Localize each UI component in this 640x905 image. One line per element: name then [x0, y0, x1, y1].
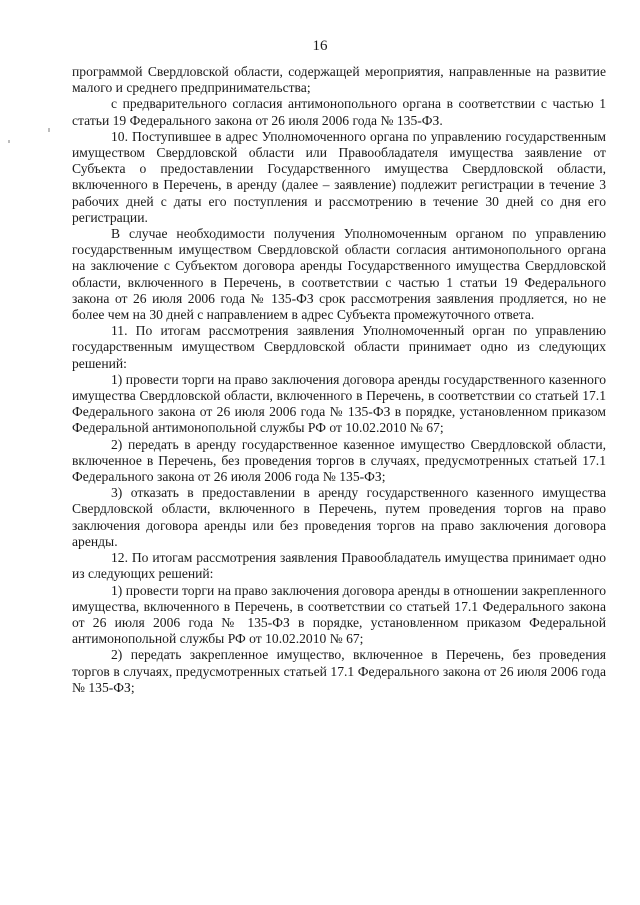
- paragraph-antimonopoly-approval: В случае необходимости получения Уполномоченным органом по управлению государственным имуществом Свердловской области согласия антимонопольного органа на заключение с Субъектом договора аренды Государственного имущества Свердловской области, включенного в Перечень, в соответствии с частью 1 статьи 19 Федерального закона от 26 июля 2006 года № 135-ФЗ срок рассмотрения заявления продляется, но не более чем на 30 дней с направлением в адрес Субъекта промежуточного ответа.: [72, 226, 606, 323]
- paragraph-prior-approval: с предварительного согласия антимонопольного органа в соответствии с частью 1 статьи 19 Федерального закона от 26 июля 2006 года № 135-ФЗ.: [72, 96, 606, 128]
- scan-margin-mark: [8, 140, 10, 143]
- paragraph-12-item-2: 2) передать закрепленное имущество, включенное в Перечень, без проведения торгов в случаях, предусмотренных статьей 17.1 Федерального закона от 26 июля 2006 года № 135-ФЗ;: [72, 647, 606, 695]
- paragraph-11-item-3: 3) отказать в предоставлении в аренду государственного казенного имущества Свердловской области, включенного в Перечень, путем проведения торгов на право заключения договора аренды или без проведения торгов на право заключения договора аренды.: [72, 485, 606, 549]
- scan-margin-mark: [48, 128, 50, 132]
- document-body: [72, 64, 606, 696]
- paragraph-12-item-1: 1) провести торги на право заключения договора аренды в отношении закрепленного имущества, включенного в Перечень, в соответствии со статьей 17.1 Федерального закона от 26 июля 2006 года № 135-ФЗ в порядке, установленном приказом Федеральной антимонопольной службы РФ от 10.02.2010 № 67;: [72, 582, 606, 647]
- paragraph-continuation: программой Свердловской области, содержащей мероприятия, направленные на развитие малого и среднего предпринимательства;: [72, 64, 606, 96]
- paragraph-11: 11. По итогам рассмотрения заявления Уполномоченный орган по управлению государственным имуществом Свердловской области принимает одно из следующих решений:: [72, 323, 606, 371]
- paragraph-10: 10. Поступившее в адрес Уполномоченного органа по управлению государственным имуществом Свердловской области или Правообладателя имущества заявление от Субъекта о предоставлении Государственного имущества Свердловской области, включенного в Перечень, в аренду (далее – заявление) подлежит регистрации в течение 3 рабочих дней с даты его поступления и рассмотрению в течение 30 дней со дня его регистрации.: [72, 128, 606, 225]
- paragraph-12: 12. По итогам рассмотрения заявления Правообладатель имущества принимает одно из следующих решений:: [72, 550, 606, 582]
- paragraph-11-item-2: 2) передать в аренду государственное казенное имущество Свердловской области, включенное в Перечень, без проведения торгов в случаях, предусмотренных статьей 17.1 Федерального закона от 26 июля 2006 года № 135-ФЗ;: [72, 436, 606, 485]
- page-number: 16: [312, 38, 328, 54]
- paragraph-11-item-1: 1) провести торги на право заключения договора аренды государственного казенного имущества Свердловской области, включенного в Перечень, в соответствии со статьей 17.1 Федерального закона от 26 июля 2006 года № 135-ФЗ в порядке, установленном приказом Федеральной антимонопольной службы РФ от 10.02.2010 № 67;: [72, 371, 606, 436]
